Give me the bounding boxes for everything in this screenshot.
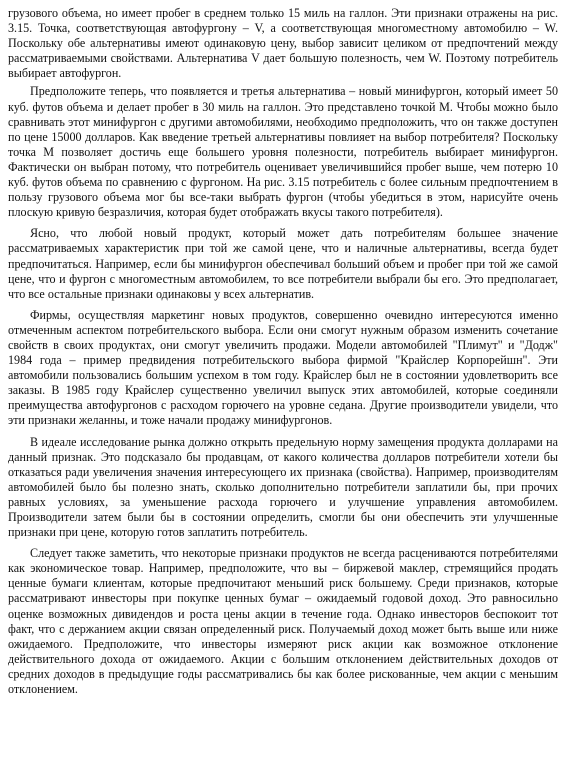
paragraph-5: В идеале исследование рынка должно открыть предельную норму замещения продукта долларами на данный признак. Это подсказало бы продавцам, от какого количества долларов потребители хотели бы отказаться ради увеличения значения интересующего их признака (свойства). Например, производителям автомобилей было бы полезно знать, сколько дополнительно потребители заплатили бы, при прочих равных условиях, за уменьшение расхода горючего и улучшение управления автомобилем. Производители затем были бы в состоянии определить, смогли бы они обеспечить эти улучшенные признаки при цене, которую готов заплатить потребитель.: [8, 434, 558, 540]
paragraph-1: грузового объема, но имеет пробег в среднем только 15 миль на галлон. Эти признаки отражены на рис. 3.15. Точка, соответствующая автофургону – V, а соответствующая многоместному автомобилю – W. Поскольку обе альтернативы имеют одинаковую цену, выбор зависит целиком от предпочтений между рассматриваемыми свойствами. Альтернатива V дает большую полезность, чем W. Поэтому потребитель выбирает автофургон.: [8, 6, 558, 81]
paragraph-2: Предположите теперь, что появляется и третья альтернатива – новый минифургон, который имеет 50 куб. футов объема и делает пробег в 30 миль на галлон. Это представлено точкой M. Чтобы можно было сравнивать этот минифургон с другими автомобилями, необходимо предположить, что он также доступен по цене 15000 долларов. Как введение третьей альтернативы повлияет на выбор потребителя? Поскольку точка M позволяет достичь еще большего уровня полезности, потребитель выбирает минифургон. Фактически он выбран потому, что потребитель оценивает увеличившийся пробег выше, чем потерю 10 куб. футов объема по сравнению с фургоном. На рис. 3.15 потребитель с более сильным предпочтением в пользу грузового объема мог бы все-таки выбрать фургон (чтобы убедиться в этом, нарисуйте очень плоскую кривую безразличия, которая будет отображать вкусы такого потребителя).: [8, 84, 558, 220]
paragraph-4: Фирмы, осуществляя маркетинг новых продуктов, совершенно очевидно интересуются именно отмеченным аспектом потребительского выбора. Если они смогут нужным образом изменить сочетание свойств в своих продуктах, они смогут увеличить продажи. Модели автомобилей "Плимут" и "Додж" 1984 года – пример предвидения потребительского выбора фирмой "Крайслер Корпорейшн". Эти автомобили пользовались большим успехом в том году. Крайслер был не в состоянии удовлетворить все заказы. В 1985 году Крайслер существенно увеличил выпуск этих автомобилей, которые соединяли преимущества автофургонов с расходом горючего на уровне седана. Другие производители увидели, что эти признаки желанны, и тоже начали продажу минифургонов.: [8, 307, 558, 428]
paragraph-6: Следует также заметить, что некоторые признаки продуктов не всегда расцениваются потребителями как экономическое товар. Например, предположите, что вы – биржевой маклер, стремящийся продать ценные бумаги клиентам, которые предпочитают меньший риск большему. Среди признаков, которые рассматривают инвесторы при покупке ценных бумаг – ожидаемый годовой доход. Это равносильно оценке возможных дивидендов и роста цены акции в течение года. Однако инвесторов беспокоит тот факт, что с держанием акции связан определенный риск. Получаемый доход может быть выше или ниже ожидаемого. Предположите, что инвесторы измеряют риск акции как возможное отклонение действительного дохода от ожидаемого. Акции с большим отклонением действительных доходов от средних доходов в предыдущие годы рассматривались бы как более рискованные, чем акции с меньшим отклонением.: [8, 546, 558, 697]
paragraph-3: Ясно, что любой новый продукт, который может дать потребителям большее значение рассматриваемых характеристик при той же самой цене, что и наличные альтернативы, всегда будет предпочитаться. Например, если бы минифургон обеспечивал больший объем и пробег при той же самой цене, что и фургон с многоместным автомобилем, то все потребители выбрали бы его. Это предполагает, что все остальные признаки одинаковы у всех альтернатив.: [8, 226, 558, 301]
